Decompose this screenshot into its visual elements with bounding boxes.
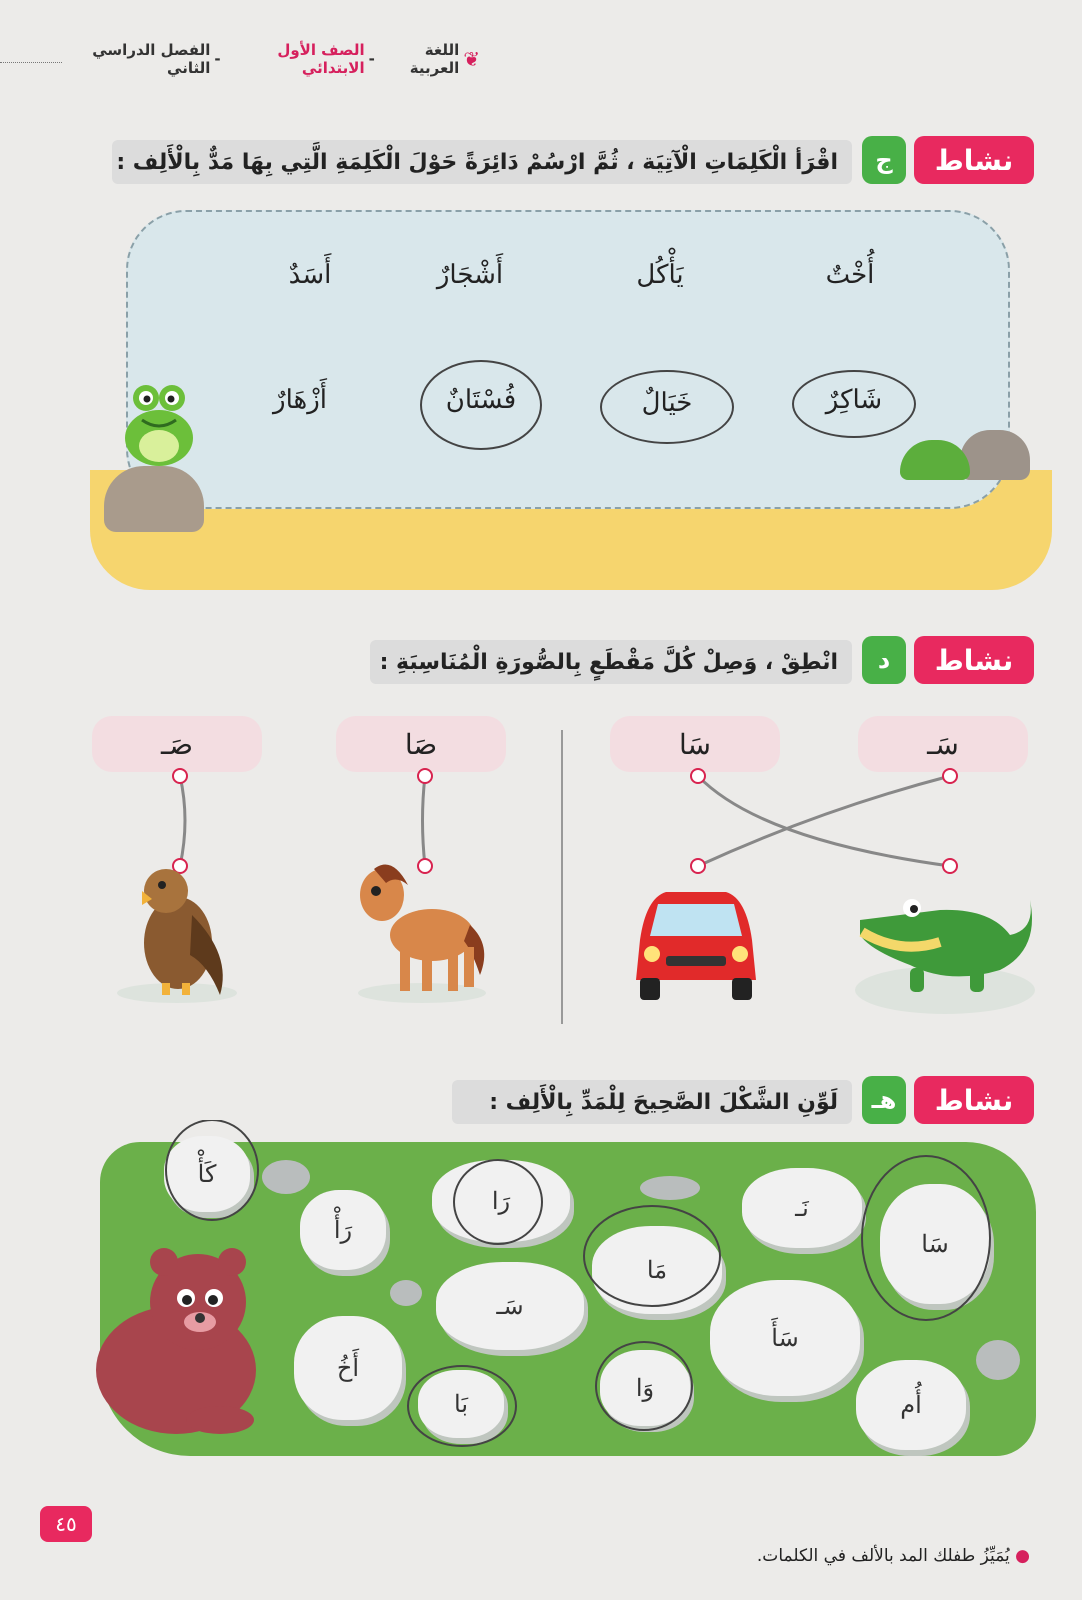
activity-c-instruction: اقْرَأ الْكَلِمَاتِ الْآتِيَة ، ثُمَّ ارْسُمْ دَائِرَةً حَوْلَ الْكَلِمَةِ الَّتِي بِهَا مَدٌّ بِالْأَلِف : [112,140,852,184]
activity-d-instruction: انْطِقْ ، وَصِلْ كُلَّ مَقْطَعٍ بِالصُّورَةِ الْمُنَاسِبَةِ : [370,640,852,684]
stone-sa-short[interactable]: سَـ [436,1262,584,1350]
word-asad: أَسَدٌ [288,260,332,290]
stone-sa-hamza[interactable]: سَأَ [710,1280,860,1396]
word-azhar[interactable]: أَزْهَارٌ [273,385,327,415]
syllable-sa-short: سَـ [858,716,1028,772]
activity-e-letter: هـ [862,1076,906,1124]
syllable-sad-long: صَا [336,716,506,772]
stone-ma-alif[interactable]: مَا [592,1226,722,1314]
syllable-sa-long: سَا [610,716,780,772]
reindeer-logo-icon: ❦ [463,47,480,71]
stone-akh[interactable]: أَخُ [294,1316,402,1420]
stone-ka-hamza[interactable]: كَأْ [164,1136,250,1212]
activity-d-letter: د [862,636,906,684]
hand-drawn-circles [140,1120,1020,1460]
activity-c-badge: نشاط [914,136,1034,184]
header-subject: اللغة العربية [409,41,460,77]
stone-sa-alif[interactable]: سَا [880,1184,990,1304]
stone-na[interactable]: نَـ [742,1168,862,1248]
book-header: ❦ اللغة العربية - الصف الأول الابتدائي - الفصل الدراسي الثاني [60,44,480,74]
header-grade: الصف الأول الابتدائي [277,41,365,77]
stone-um[interactable]: أُم [856,1360,966,1450]
activity-d-badge: نشاط [914,636,1034,684]
activity-c-letter: ج [862,136,906,184]
syllable-sad-short: صَـ [92,716,262,772]
word-shakir-circled[interactable]: شَاكِرٌ [792,370,916,438]
frog-icon [116,380,202,470]
word-fustan-circled[interactable]: فُسْتَانٌ [420,360,542,450]
rock-right [960,430,1030,480]
footer-note [700,1546,1030,1566]
eagle-icon[interactable] [112,855,242,1005]
stone-ra-alif[interactable]: رَا [432,1160,570,1242]
word-ashjar: أَشْجَارٌ [436,260,504,290]
footer-note-text: يُمَيِّزُ طفلك المد بالألف في الكلمات. [756,1546,1010,1566]
car-icon[interactable] [626,880,766,1005]
page-number: ٤٥ [40,1506,92,1542]
crocodile-icon[interactable] [850,880,1040,1020]
bear-icon [90,1240,260,1440]
header-term: الفصل الدراسي الثاني [92,41,211,77]
stone-ra-hamza[interactable]: رَأْ [300,1190,386,1270]
horse-icon[interactable] [352,855,492,1005]
word-yakul: يَأْكُل [636,260,684,290]
word-cloud-panel [126,210,1010,509]
word-khayal-circled[interactable]: خَيَالٌ [600,370,734,444]
activity-e-badge: نشاط [914,1076,1034,1124]
header-rule [0,62,62,63]
word-ukht: أُخْتٌ [825,260,875,290]
stone-wa-alif[interactable]: وَا [600,1350,690,1426]
stone-ba-alif[interactable]: بَا [418,1370,504,1438]
rock-left [104,466,204,532]
bullet-icon: ● [1015,1546,1030,1566]
activity-e-instruction: لَوِّنِ الشَّكْلَ الصَّحِيحَ لِلْمَدِّ بِالْأَلِف : [452,1080,852,1124]
